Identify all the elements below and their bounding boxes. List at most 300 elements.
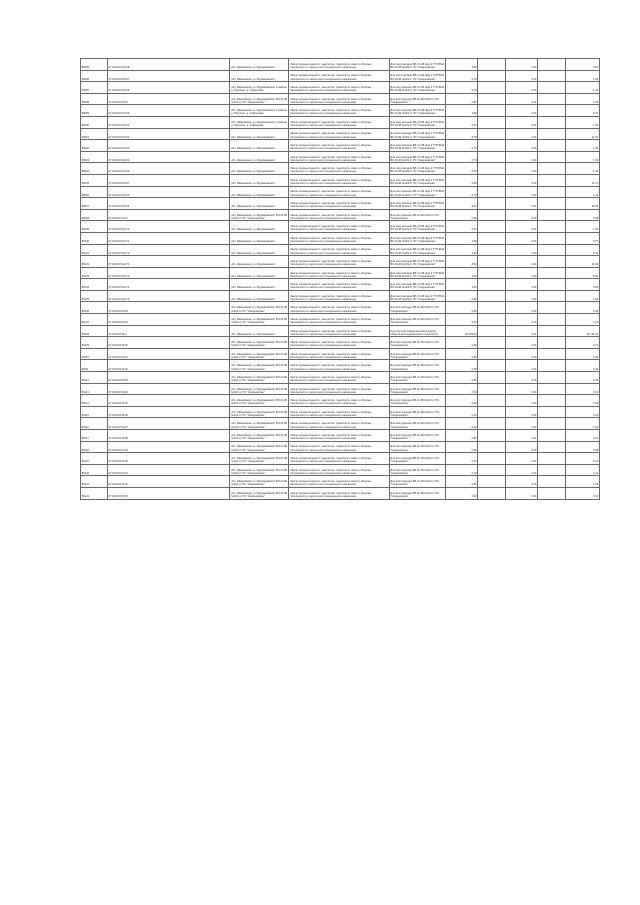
empty-cell [478,279,506,291]
spacer-cell [538,476,566,488]
land-category-cell: Земли промышленности, энергетики, транспорта, связи и обороны, безопасности и земли иного специального назначения [289,464,389,476]
area-cell: 2,95 [446,232,478,244]
row-number-cell: 86099 [81,221,108,233]
table-row [81,70,600,82]
area-cell: 0,10 [446,383,478,395]
address-cell: обл. Ивановская, р-н Фурмановский, в районе д. Юрятино, д. Сафроново [230,116,289,128]
cadastral-number-cell: 37:19:010742:167 [107,70,230,82]
permitted-use-cell: Для эксплуатации ВЛ-10 кВ №103 от ПС "Смирновская" [389,314,446,326]
land-category-cell: Земли промышленности, энергетики, транспорта, связи и обороны, безопасности и земли иного специального назначения [289,337,389,349]
row-number-cell: 86115 [81,406,108,418]
table-row [81,441,600,453]
total-cell: 1,40 [565,82,599,94]
empty-cell [478,105,506,117]
total-cell: 11,17 [565,174,599,186]
address-cell: обл. Ивановская, р-н Фурмановский [230,221,289,233]
rate-cell: 0,00 [506,325,538,337]
rate-cell: 2,00 [506,256,538,268]
cadastral-number-cell: 37:19:010742:30 [107,453,230,465]
land-category-cell: Земли промышленности, энергетики, транспорта, связи и обороны, безопасности и земли иного специального назначения [289,70,389,82]
area-cell: 9,02 [446,198,478,210]
address-cell: обл. Ивановская, р-н Фурмановский, ВЛ-10 кВ №103 от ПС "Смирновская" [230,360,289,372]
row-number-cell: 86091 [81,128,108,140]
permitted-use-cell: Для эксплуатации ВЛ-10 кВ №103 от ПС "Смирновская" [389,372,446,384]
spacer-cell [538,372,566,384]
address-cell: обл. Ивановская, р-н Фурмановский [230,140,289,152]
spacer-cell [538,279,566,291]
total-cell: 1,40 [565,221,599,233]
land-category-cell: Земли промышленности, энергетики, транспорта, связи и обороны, безопасности и земли иного специального назначения [289,302,389,314]
row-number-cell: 86119 [81,453,108,465]
land-category-cell: Земли промышленности, энергетики, транспорта, связи и обороны, безопасности и земли иного специального назначения [289,59,389,71]
area-cell: 4,00 [446,267,478,279]
row-number-cell: 86094 [81,163,108,175]
address-cell: обл. Ивановская, р-н Фурмановский [230,198,289,210]
row-number-cell: 86102 [81,256,108,268]
empty-cell [478,82,506,94]
spacer-cell [538,383,566,395]
table-row [81,151,600,163]
table-row [81,267,600,279]
cadastral-number-cell: 37:19:010742:161 [107,116,230,128]
spacer-cell [538,198,566,210]
table-row [81,314,600,326]
spacer-cell [538,151,566,163]
row-number-cell: 86100 [81,232,108,244]
cadastral-number-cell: 37:19:010742:163 [107,186,230,198]
empty-cell [478,244,506,256]
table-row [81,82,600,94]
area-cell: 8,20 [446,256,478,268]
row-number-cell: 86118 [81,441,108,453]
rate-cell: 0,50 [506,140,538,152]
address-cell: обл. Ивановская, р-н Фурмановский, ВЛ-10 кВ №103 от ПС "Смирновская" [230,430,289,442]
address-cell: обл. Ивановская, р-н Фурмановский [230,232,289,244]
permitted-use-cell: Для эксплуатации ВЛ-10 кВ №103 от ПС "Смирновская" [389,360,446,372]
spacer-cell [538,348,566,360]
rate-cell: 2,00 [506,244,538,256]
table-row [81,198,600,210]
total-cell: 0,16 [565,418,599,430]
row-number-cell: 86090 [81,116,108,128]
cadastral-number-cell: 37:19:010742:19 [107,314,230,326]
address-cell: обл. Ивановская, р-н Фурмановский, ВЛ-10 кВ №103 от ПС "Смирновская" [230,383,289,395]
land-category-cell: Земли промышленности, энергетики, транспорта, связи и обороны, безопасности и земли иного специального назначения [289,82,389,94]
row-number-cell: 86113 [81,383,108,395]
land-category-cell: Земли промышленности, энергетики, транспорта, связи и обороны, безопасности и земли иного специального назначения [289,360,389,372]
permitted-use-cell: Для эксплуатации ВЛ-0,4 кВ фид.2 ГТП 8641 ВЛ-10 кВ №103 от ПС "Смирновская" [389,174,446,186]
table-row [81,325,600,337]
row-number-cell: 86088 [81,93,108,105]
rate-cell: 0,40 [506,93,538,105]
row-number-cell: 86112 [81,372,108,384]
cadastral-number-cell: 37:19:010742:164 [107,140,230,152]
row-number-cell: 86117 [81,430,108,442]
area-cell: 4,65 [446,105,478,117]
cadastral-number-cell: 37:19:010742:18 [107,302,230,314]
total-cell: 0,71 [565,337,599,349]
row-number-cell: 86092 [81,140,108,152]
total-cell: 0,16 [565,383,599,395]
empty-cell [478,487,506,499]
permitted-use-cell: Для эксплуатации ВЛ-10 кВ №103 от ПС "Смирновская" [389,302,446,314]
row-number-cell: 86114 [81,395,108,407]
cadastral-number-cell: 37:19:010742:160 [107,151,230,163]
empty-cell [478,128,506,140]
total-cell: 0,16 [565,464,599,476]
cadastral-number-cell: 37:19:010742:22 [107,360,230,372]
empty-cell [478,406,506,418]
table-row [81,232,600,244]
area-cell: 0,70 [446,221,478,233]
empty-cell [478,221,506,233]
rate-cell: 0,40 [506,302,538,314]
rate-cell: 0,50 [506,82,538,94]
total-cell: 46 721,00 [565,325,599,337]
land-category-cell: Земли промышленности, энергетики, транспорта, связи и обороны, безопасности и земли иного специального назначения [289,128,389,140]
spacer-cell [538,256,566,268]
spacer-cell [538,453,566,465]
address-cell: обл. Ивановская, р-н Фурмановский [230,244,289,256]
spacer-cell [538,441,566,453]
spacer-cell [538,302,566,314]
area-cell: 0,65 [446,348,478,360]
rate-cell: 0,50 [506,232,538,244]
land-category-cell: Земли промышленности, энергетики, транспорта, связи и обороны, безопасности и земли иного специального назначения [289,348,389,360]
rate-cell: 2,00 [506,128,538,140]
permitted-use-cell: Под полосой отвода железной дороги объекта железнодорожного транспорта [389,325,446,337]
total-cell: 0,16 [565,314,599,326]
land-category-cell: Земли промышленности, энергетики, транспорта, связи и обороны, безопасности и земли иного специального назначения [289,453,389,465]
total-cell: 0,49 [565,348,599,360]
total-cell: 0,49 [565,209,599,221]
land-category-cell: Земли промышленности, энергетики, транспорта, связи и обороны, безопасности и земли иного специального назначения [289,93,389,105]
row-number-cell: 86110 [81,348,108,360]
area-cell: 33 129,00 [446,325,478,337]
cadastral-number-cell: 37:19:010742:20 [107,337,230,349]
address-cell: обл. Ивановская, р-н Фурмановский [230,59,289,71]
total-cell: 0,16 [565,430,599,442]
area-cell: 0,65 [446,93,478,105]
total-cell: 18,05 [565,198,599,210]
address-cell: обл. Ивановская, р-н Фурмановский, в районе д. Юрятино, д. Сафроново [230,105,289,117]
empty-cell [478,360,506,372]
area-cell: 0,10 [446,487,478,499]
permitted-use-cell: Для эксплуатации ВЛ-10 кВ №103 от ПС "Смирновская" [389,395,446,407]
permitted-use-cell: Для эксплуатации ВЛ-10 кВ №103 от ПС "Смирновская" [389,487,446,499]
rate-cell: 0,40 [506,476,538,488]
area-cell: 0,10 [446,395,478,407]
total-cell: 0,49 [565,302,599,314]
rate-cell: 2,00 [506,59,538,71]
table-row [81,337,600,349]
rate-cell: 0,40 [506,348,538,360]
permitted-use-cell: Для эксплуатации ВЛ-0,4 кВ фид.2 ГТП 8641 ВЛ-10 кВ №103 от ПС "Смирновская" [389,244,446,256]
area-cell: 0,70 [446,186,478,198]
total-cell: 0,49 [565,360,599,372]
empty-cell [478,59,506,71]
permitted-use-cell: Для эксплуатации ВЛ-0,4 кВ фид.2 ГТП 8641 ВЛ-10 кВ №103 от ПС "Смирновская" [389,59,446,71]
rate-cell: 0,40 [506,372,538,384]
empty-cell [478,151,506,163]
table-row [81,430,600,442]
row-number-cell: 86086 [81,70,108,82]
row-number-cell: 86122 [81,487,108,499]
address-cell: обл. Ивановская, р-н Фурмановский, ВЛ-10 кВ №103 от ПС "Смирновская" [230,348,289,360]
address-cell: обл. Ивановская, р-н Фурмановский, ВЛ-10 кВ №103 от ПС "Смирновская" [230,302,289,314]
permitted-use-cell: Для эксплуатации ВЛ-10 кВ №103 от ПС "Смирновская" [389,418,446,430]
rate-cell: 2,00 [506,267,538,279]
permitted-use-cell: Для эксплуатации ВЛ-0,4 кВ фид.2 ГТП 8641 ВЛ-10 кВ №103 от ПС "Смирновская" [389,290,446,302]
total-cell: 0,16 [565,406,599,418]
table-row [81,128,600,140]
total-cell: 1,50 [565,70,599,82]
spacer-cell [538,290,566,302]
area-cell: 5,79 [446,128,478,140]
rate-cell: 0,50 [506,186,538,198]
total-cell: 0,16 [565,476,599,488]
area-cell: 0,10 [446,464,478,476]
address-cell: обл. Ивановская, р-н Фурмановский, ВЛ-10 кВ №103 от ПС "Смирновская" [230,406,289,418]
permitted-use-cell: Для эксплуатации ВЛ-10 кВ №103 от ПС "Смирновская" [389,383,446,395]
table-row [81,186,600,198]
empty-cell [478,174,506,186]
spacer-cell [538,186,566,198]
table-row [81,476,600,488]
spacer-cell [538,406,566,418]
table-row [81,221,600,233]
land-category-cell: Земли промышленности, энергетики, транспорта, связи и обороны, безопасности и земли иного специального назначения [289,116,389,128]
land-plot-table [80,58,600,500]
table-row [81,93,600,105]
cadastral-number-cell: 37:19:010742:171 [107,232,230,244]
cadastral-number-cell: 37:19:010742:23 [107,372,230,384]
permitted-use-cell: Для эксплуатации ВЛ-0,4 кВ фид.2 ГТП 8641 ВЛ-10 кВ №103 от ПС "Смирновская" [389,82,446,94]
land-category-cell: Земли промышленности, энергетики, транспорта, связи и обороны, безопасности и земли иного специального назначения [289,140,389,152]
empty-cell [478,430,506,442]
cadastral-number-cell: 37:19:010742:26 [107,406,230,418]
table-row [81,59,600,71]
permitted-use-cell: Для эксплуатации ВЛ-10 кВ №103 от ПС "Смирновская" [389,453,446,465]
land-category-cell: Земли промышленности, энергетики, транспорта, связи и обороны, безопасности и земли иного специального назначения [289,395,389,407]
cadastral-number-cell: 37:19:010742:28 [107,430,230,442]
land-category-cell: Земли промышленности, энергетики, транспорта, связи и обороны, безопасности и земли иного специального назначения [289,279,389,291]
land-category-cell: Земли промышленности, энергетики, транспорта, связи и обороны, безопасности и земли иного специального назначения [289,174,389,186]
area-cell: 0,65 [446,360,478,372]
table-row [81,395,600,407]
empty-cell [478,267,506,279]
land-category-cell: Земли промышленности, энергетики, транспорта, связи и обороны, безопасности и земли иного специального назначения [289,314,389,326]
empty-cell [478,70,506,82]
permitted-use-cell: Для эксплуатации ВЛ-0,4 кВ фид.2 ГТП 8641 ВЛ-10 кВ №103 от ПС "Смирновская" [389,70,446,82]
land-category-cell: Земли промышленности, энергетики, транспорта, связи и обороны, безопасности и земли иного специального назначения [289,418,389,430]
rate-cell: 0,40 [506,487,538,499]
area-cell: 0,65 [446,302,478,314]
spacer-cell [538,267,566,279]
cadastral-number-cell: 37:19:010742:170 [107,221,230,233]
rate-cell: 2,00 [506,151,538,163]
total-cell: 0,49 [565,372,599,384]
land-category-cell: Земли промышленности, энергетики, транспорта, связи и обороны, безопасности и земли иного специального назначения [289,244,389,256]
land-category-cell: Земли промышленности, энергетики, транспорта, связи и обороны, безопасности и земли иного специального назначения [289,198,389,210]
cadastral-number-cell: 37:19:010742:173 [107,256,230,268]
empty-cell [478,116,506,128]
row-number-cell: 86103 [81,267,108,279]
area-cell: 0,65 [446,372,478,384]
area-cell: 0,70 [446,70,478,82]
row-number-cell: 86095 [81,174,108,186]
area-cell: 0,10 [446,418,478,430]
area-cell: 0,65 [446,441,478,453]
permitted-use-cell: Для эксплуатации ВЛ-0,4 кВ фид.2 ГТП 8641 ВЛ-10 кВ №103 от ПС "Смирновская" [389,163,446,175]
land-category-cell: Земли промышленности, энергетики, транспорта, связи и обороны, безопасности и земли иного специального назначения [289,487,389,499]
total-cell: 0,49 [565,93,599,105]
address-cell: обл. Ивановская, р-н Фурмановский [230,325,289,337]
row-number-cell: 86111 [81,360,108,372]
land-category-cell: Земли промышленности, энергетики, транспорта, связи и обороны, безопасности и земли иного специального назначения [289,221,389,233]
rate-cell: 0,40 [506,441,538,453]
total-cell: 1,40 [565,140,599,152]
empty-cell [478,395,506,407]
address-cell: обл. Ивановская, р-н Фурмановский, ВЛ-10 кВ №103 от ПС "Смирновская" [230,209,289,221]
table-row [81,174,600,186]
spacer-cell [538,430,566,442]
address-cell: обл. Ивановская, р-н Фурмановский [230,256,289,268]
land-category-cell: Земли промышленности, энергетики, транспорта, связи и обороны, безопасности и земли иного специального назначения [289,209,389,221]
area-cell: 0,80 [446,290,478,302]
empty-cell [478,93,506,105]
cadastral-number-cell: 37:19:010742:25 [107,395,230,407]
cadastral-number-cell: 37:19:010742:17 [107,209,230,221]
address-cell: обл. Ивановская, р-н Фурмановский, ВЛ-10 кВ №103 от ПС "Смирновская" [230,441,289,453]
area-cell: 0,10 [446,406,478,418]
table-row [81,163,600,175]
table-row [81,279,600,291]
address-cell: обл. Ивановская, р-н Фурмановский [230,290,289,302]
row-number-cell: 86085 [81,59,108,71]
empty-cell [478,209,506,221]
cadastral-number-cell: 37:19:010742:33 [107,487,230,499]
spacer-cell [538,174,566,186]
row-number-cell: 86109 [81,337,108,349]
cadastral-number-cell: 37:19:010742:176 [107,267,230,279]
spacer-cell [538,418,566,430]
register-sheet [80,58,600,500]
empty-cell [478,163,506,175]
total-cell: 0,16 [565,487,599,499]
spacer-cell [538,82,566,94]
table-row [81,372,600,384]
cadastral-number-cell: 37:19:010742:32 [107,476,230,488]
land-category-cell: Земли промышленности, энергетики, транспорта, связи и обороны, безопасности и земли иного специального назначения [289,290,389,302]
permitted-use-cell: Для эксплуатации ВЛ-0,4 кВ фид.2 ГТП 8641 ВЛ-10 кВ №103 от ПС "Смирновская" [389,186,446,198]
permitted-use-cell: Для эксплуатации ВЛ-0,4 кВ фид.2 ГТП 8641 ВЛ-10 кВ №103 от ПС "Смирновская" [389,232,446,244]
table-row [81,406,600,418]
total-cell: 1,60 [565,290,599,302]
address-cell: обл. Ивановская, р-н Фурмановский [230,128,289,140]
area-cell: 4,20 [446,244,478,256]
cadastral-number-cell: 37:19:010742:16 [107,93,230,105]
empty-cell [478,314,506,326]
rate-cell: 0,50 [506,70,538,82]
cadastral-number-cell: 37:19:010742:148 [107,59,230,71]
empty-cell [478,290,506,302]
area-cell: 0,65 [446,337,478,349]
spacer-cell [538,128,566,140]
row-number-cell: 86108 [81,325,108,337]
area-cell: 0,65 [446,209,478,221]
area-cell: 0,70 [446,116,478,128]
address-cell: обл. Ивановская, р-н Фурмановский, ВЛ-10 кВ №103 от ПС "Смирновская" [230,314,289,326]
address-cell: обл. Ивановская, р-н Фурмановский [230,267,289,279]
table-row [81,348,600,360]
total-cell: 11,07 [565,128,599,140]
total-cell: 0,16 [565,395,599,407]
land-category-cell: Земли промышленности, энергетики, транспорта, связи и обороны, безопасности и земли иного специального назначения [289,383,389,395]
land-category-cell: Земли промышленности, энергетики, транспорта, связи и обороны, безопасности и земли иного специального назначения [289,441,389,453]
spacer-cell [538,105,566,117]
table-row [81,116,600,128]
rate-cell: 0,50 [506,174,538,186]
empty-cell [478,441,506,453]
table-body [81,59,600,500]
total-cell: 1,40 [565,163,599,175]
total-cell: 0,49 [565,441,599,453]
area-cell: 2,00 [446,59,478,71]
address-cell: обл. Ивановская, р-н Фурмановский [230,279,289,291]
permitted-use-cell: Для эксплуатации ВЛ-0,4 кВ фид.2 ГТП 8641 ВЛ-10 кВ №103 от ПС "Смирновская" [389,279,446,291]
cadastral-number-cell: 37:19:010742:165 [107,163,230,175]
land-category-cell: Земли промышленности, энергетики, транспорта, связи и обороны, безопасности и земли иного специального назначения [289,186,389,198]
address-cell: обл. Ивановская, р-н Фурмановский [230,174,289,186]
rate-cell: 0,50 [506,198,538,210]
land-category-cell: Земли промышленности, энергетики, транспорта, связи и обороны, безопасности и земли иного специального назначения [289,430,389,442]
area-cell: 0,70 [446,163,478,175]
land-category-cell: Земли промышленности, энергетики, транспорта, связи и обороны, безопасности и земли иного специального назначения [289,232,389,244]
permitted-use-cell: Для эксплуатации ВЛ-0,4 кВ фид.2 ГТП 8641 ВЛ-10 кВ №103 от ПС "Смирновская" [389,116,446,128]
permitted-use-cell: Для эксплуатации ВЛ-0,4 кВ фид.2 ГТП 8641 ВЛ-10 кВ №103 от ПС "Смирновская" [389,151,446,163]
permitted-use-cell: Для эксплуатации ВЛ-0,4 кВ фид.2 ГТП 8641 ВЛ-10 кВ №103 от ПС "Смирновская" [389,256,446,268]
address-cell: обл. Ивановская, р-н Фурмановский, ВЛ-10 кВ №103 от ПС "Смирновская" [230,487,289,499]
cadastral-number-cell: 37:19:010742:174 [107,279,230,291]
rate-cell: 2,00 [506,163,538,175]
total-cell: 5,77 [565,232,599,244]
total-cell: 0,16 [565,453,599,465]
spacer-cell [538,337,566,349]
land-category-cell: Земли промышленности, энергетики, транспорта, связи и обороны, безопасности и земли иного специального назначения [289,105,389,117]
land-category-cell: Земли промышленности, энергетики, транспорта, связи и обороны, безопасности и земли иного специального назначения [289,151,389,163]
empty-cell [478,140,506,152]
spacer-cell [538,59,566,71]
permitted-use-cell: Для эксплуатации ВЛ-0,4 кВ фид.2 ГТП 8641 ВЛ-10 кВ №103 от ПС "Смирновская" [389,105,446,117]
permitted-use-cell: Для эксплуатации ВЛ-10 кВ №103 от ПС "Смирновская" [389,209,446,221]
table-row [81,105,600,117]
cadastral-number-cell: 37:19:010742:168 [107,82,230,94]
rate-cell: 0,40 [506,360,538,372]
cadastral-number-cell: 37:19:010742:31 [107,464,230,476]
permitted-use-cell: Для эксплуатации ВЛ-0,4 кВ фид.2 ГТП 8641 ВЛ-10 кВ №103 от ПС "Смирновская" [389,267,446,279]
rate-cell: 0,40 [506,383,538,395]
row-number-cell: 86098 [81,209,108,221]
empty-cell [478,325,506,337]
spacer-cell [538,70,566,82]
rate-cell: 2,00 [506,430,538,442]
total-cell: 1,40 [565,186,599,198]
permitted-use-cell: Для эксплуатации ВЛ-0,4 кВ фид.2 ГТП 8641 ВЛ-10 кВ №103 от ПС "Смирновская" [389,128,446,140]
table-row [81,453,600,465]
permitted-use-cell: Для эксплуатации ВЛ-10 кВ №103 от ПС "Смирновская" [389,476,446,488]
row-number-cell: 86087 [81,82,108,94]
